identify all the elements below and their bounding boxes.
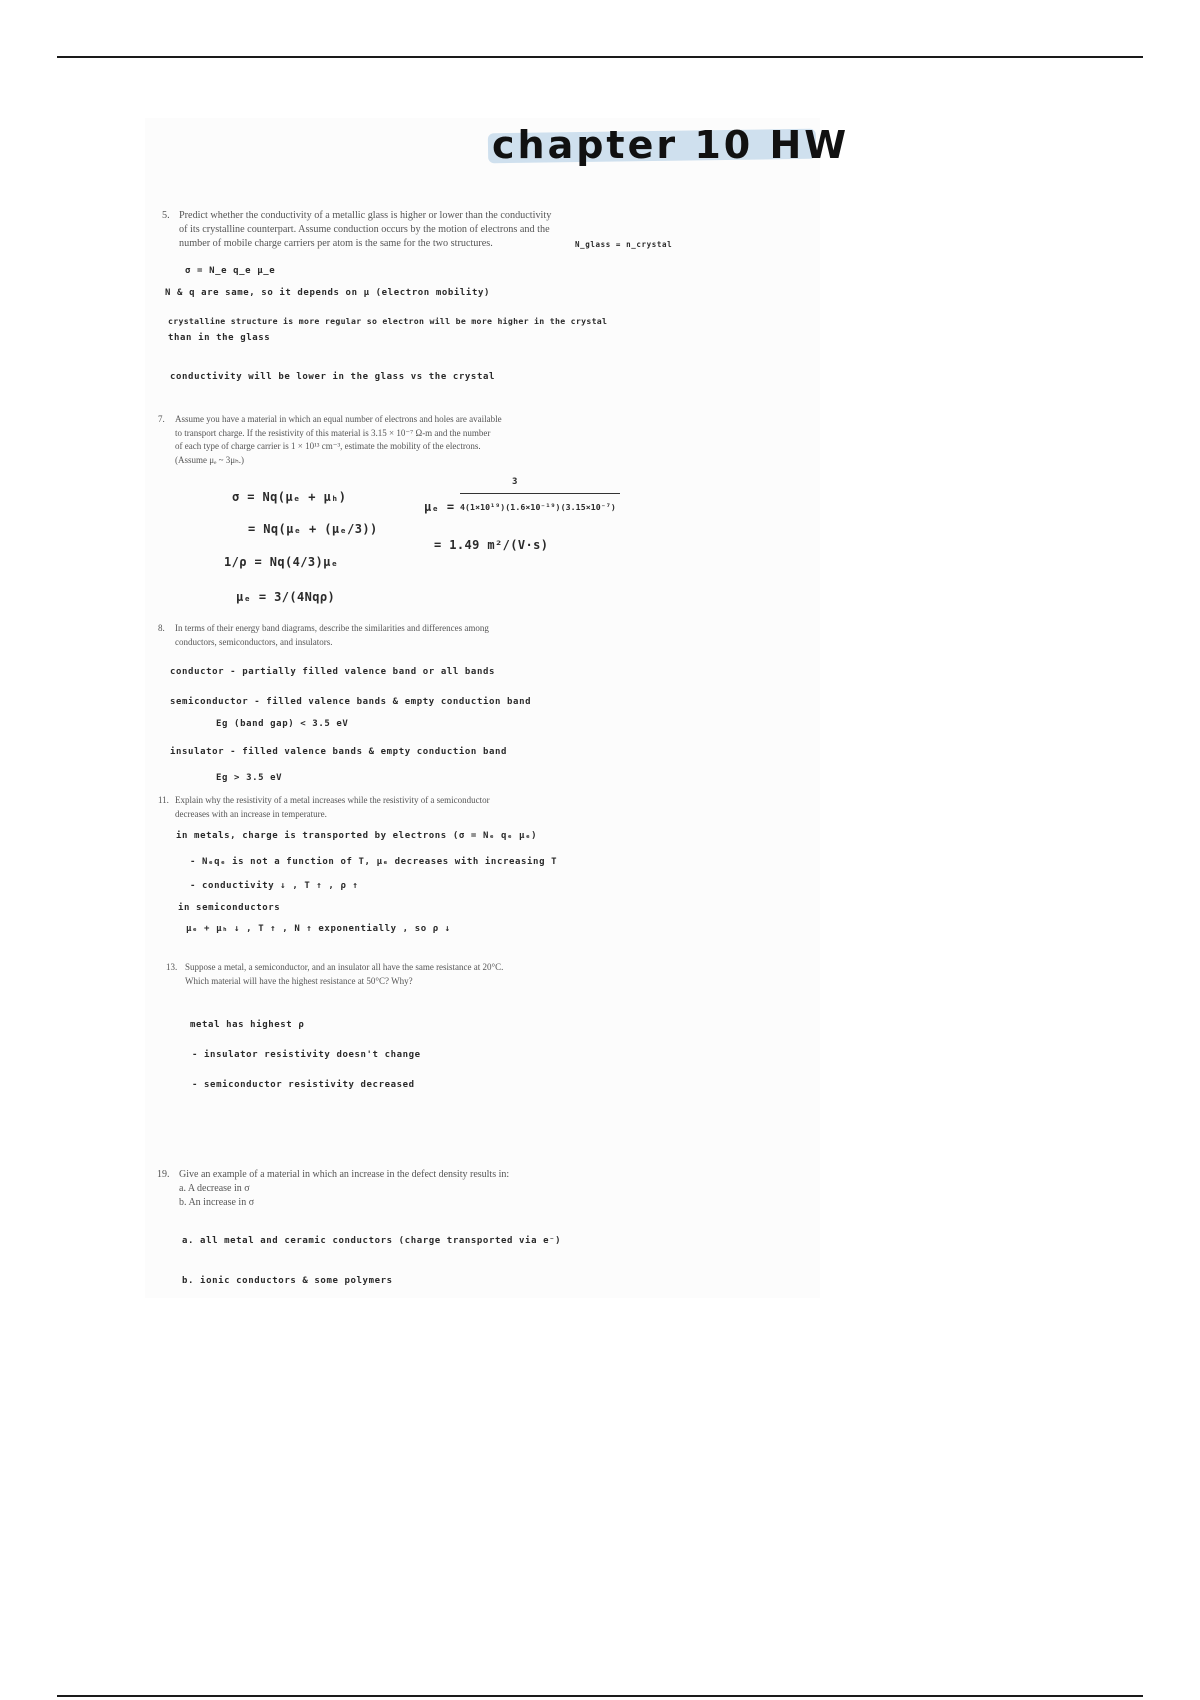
handwritten-answer: 1/ρ = Nq(4/3)μₑ bbox=[224, 555, 339, 569]
handwritten-answer: in metals, charge is transported by electrons (σ = Nₑ qₑ μₑ) bbox=[176, 831, 538, 841]
fraction-denominator: 4(1×10¹⁹)(1.6×10⁻¹⁹)(3.15×10⁻⁷) bbox=[460, 502, 616, 512]
handwritten-answer: than in the glass bbox=[168, 333, 271, 343]
handwritten-answer: crystalline structure is more regular so electron will be more higher in the crystal bbox=[168, 316, 608, 326]
question-text-line: decreases with an increase in temperature. bbox=[175, 808, 327, 819]
question-19 bbox=[157, 1168, 607, 1212]
question-text-line: Explain why the resistivity of a metal increases while the resistivity of a semiconductor bbox=[175, 795, 490, 805]
fraction-bar bbox=[460, 493, 620, 494]
fraction-numerator: 3 bbox=[512, 477, 519, 487]
handwritten-answer: Eg (band gap) < 3.5 eV bbox=[216, 719, 349, 729]
question-text-line: to transport charge. If the resistivity of this material is 3.15 × 10⁻⁷ Ω-m and the number bbox=[175, 427, 491, 438]
question-text-line: of each type of charge carrier is 1 × 10¹³ cm⁻³, estimate the mobility of the electrons. bbox=[175, 441, 481, 451]
handwritten-answer: - conductivity ↓ , T ↑ , ρ ↑ bbox=[190, 881, 359, 891]
bottom-rule bbox=[57, 1695, 1143, 1697]
handwritten-answer: in semiconductors bbox=[178, 903, 281, 913]
question-11 bbox=[158, 794, 578, 824]
handwritten-answer: μₑ + μₕ ↓ , T ↑ , N ↑ exponentially , so ρ ↓ bbox=[186, 924, 451, 934]
handwritten-answer: σ = N_e q_e μ_e bbox=[185, 266, 276, 276]
question-number: 7. bbox=[158, 414, 165, 424]
handwritten-answer: μₑ = 3/(4Nqρ) bbox=[236, 590, 336, 604]
handwritten-answer: - semiconductor resistivity decreased bbox=[192, 1080, 415, 1090]
question-8 bbox=[158, 622, 578, 652]
page-title: chapter 10 HW bbox=[492, 123, 850, 167]
question-13 bbox=[166, 961, 586, 991]
question-text-line: Predict whether the conductivity of a metallic glass is higher or lower than the conductivity bbox=[179, 210, 552, 221]
question-text-line: b. An increase in σ bbox=[179, 1197, 255, 1209]
question-text-line: In terms of their energy band diagrams, describe the similarities and differences among bbox=[175, 623, 489, 633]
question-text-line: of its crystalline counterpart. Assume conduction occurs by the motion of electrons and the bbox=[179, 224, 550, 236]
question-number: 8. bbox=[158, 623, 165, 633]
question-text-line: Suppose a metal, a semiconductor, and an insulator all have the same resistance at 20°C. bbox=[185, 962, 504, 972]
handwritten-answer: b. ionic conductors & some polymers bbox=[182, 1276, 393, 1286]
question-number: 11. bbox=[158, 795, 169, 805]
question-number: 19. bbox=[157, 1169, 170, 1180]
question-text-line: a. A decrease in σ bbox=[179, 1183, 250, 1195]
question-text-line: number of mobile charge carriers per atom is the same for the two structures. bbox=[179, 238, 493, 250]
question-text-line: conductors, semiconductors, and insulators. bbox=[175, 636, 333, 647]
question-text-line: Give an example of a material in which an increase in the defect density results in: bbox=[179, 1169, 510, 1180]
handwritten-answer: σ = Nq(μₑ + μₕ) bbox=[232, 490, 347, 504]
handwritten-answer: semiconductor - filled valence bands & empty conduction band bbox=[170, 697, 532, 707]
handwritten-answer: μₑ = bbox=[424, 500, 455, 514]
handwritten-answer: metal has highest ρ bbox=[190, 1020, 305, 1030]
handwritten-answer: N & q are same, so it depends on μ (electron mobility) bbox=[165, 288, 490, 298]
handwritten-answer: a. all metal and ceramic conductors (charge transported via e⁻) bbox=[182, 1236, 562, 1246]
question-number: 13. bbox=[166, 962, 178, 972]
question-7 bbox=[158, 413, 578, 471]
handwritten-answer: = Nq(μₑ + (μₑ/3)) bbox=[248, 522, 378, 536]
handwritten-answer: conductivity will be lower in the glass vs the crystal bbox=[170, 372, 495, 382]
handwritten-answer: - Nₑqₑ is not a function of T, μₑ decreases with increasing T bbox=[190, 857, 558, 867]
title-block bbox=[488, 123, 850, 167]
handwritten-answer: conductor - partially filled valence band or all bands bbox=[170, 667, 495, 677]
question-text-line: Which material will have the highest resistance at 50°C? Why? bbox=[185, 975, 413, 986]
handwritten-answer: Eg > 3.5 eV bbox=[216, 773, 283, 783]
top-rule bbox=[57, 56, 1143, 58]
question-text-line: Assume you have a material in which an equal number of electrons and holes are available bbox=[175, 414, 502, 424]
handwritten-answer: - insulator resistivity doesn't change bbox=[192, 1050, 421, 1060]
question-text-line: (Assume μₑ ~ 3μₕ.) bbox=[175, 454, 244, 465]
handwritten-answer: insulator - filled valence bands & empty conduction band bbox=[170, 747, 508, 757]
question-number: 5. bbox=[162, 210, 170, 221]
handwritten-answer: = 1.49 m²/(V·s) bbox=[434, 538, 549, 552]
handwritten-answer: N_glass = n_crystal bbox=[575, 240, 673, 249]
